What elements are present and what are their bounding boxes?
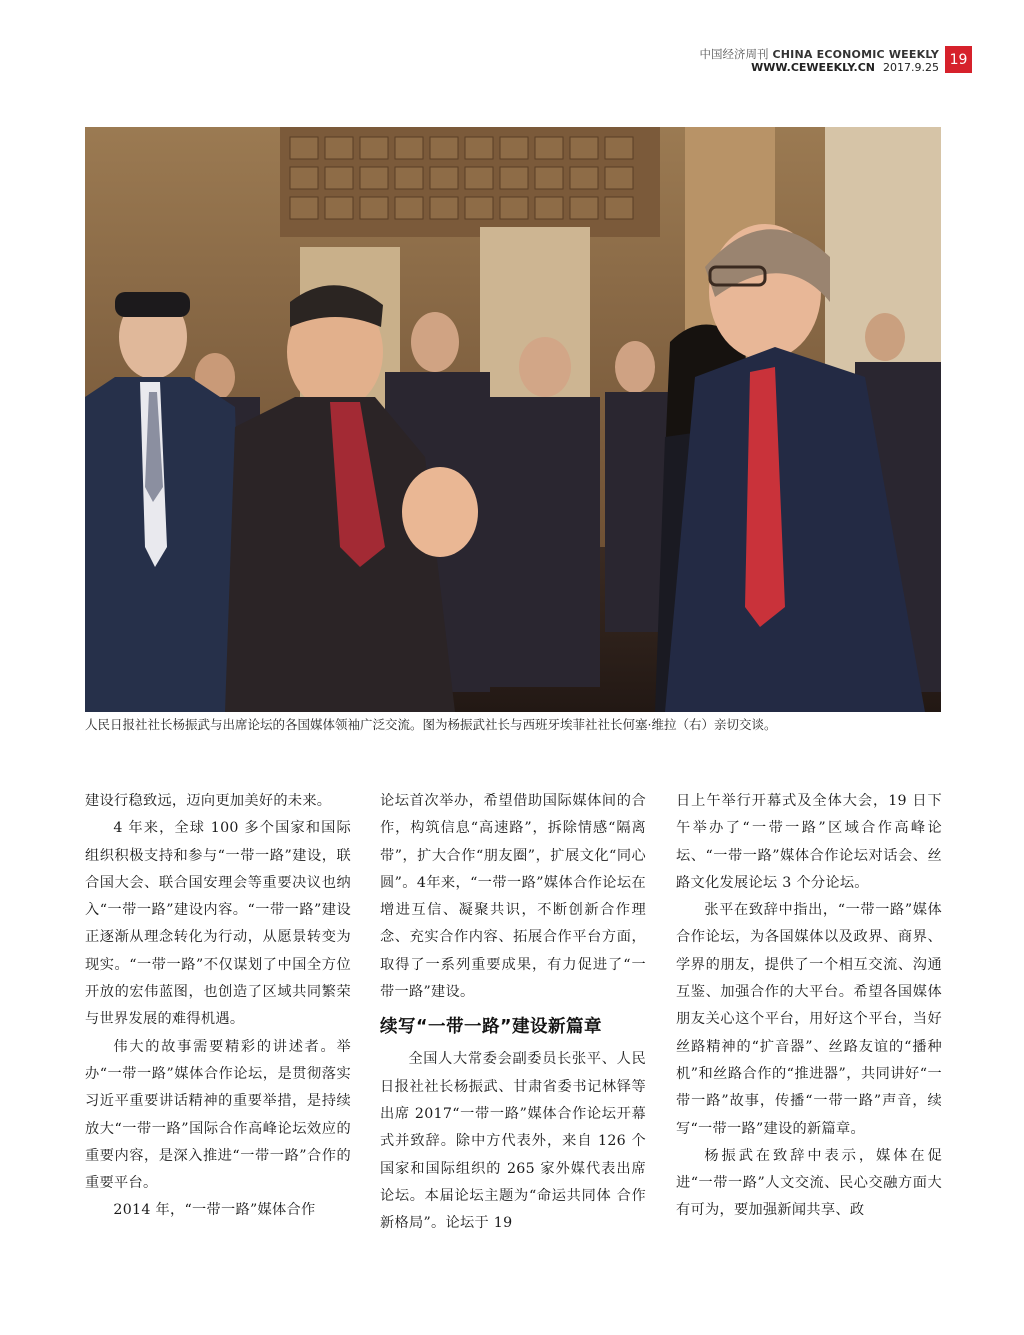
paragraph: 4 年来，全球 100 多个国家和国际组织积极支持和参与“一带一路”建设，联合国大会、联合国安理会等重要决议也纳入“一带一路”建设内容。“一带一路”建设正逐渐从理念转化为行动，从愿景转变为现实。“一带一路”不仅谋划了中国全方位开放的宏伟蓝图，也创造了区域共同繁荣与世界发展的难得机遇。 <box>85 820 351 1028</box>
section-heading: 续写“一带一路”建设新篇章 <box>380 1017 603 1038</box>
page-header <box>699 48 972 74</box>
paragraph: 建设行稳致远，迈向更加美好的未来。 <box>85 793 332 809</box>
paragraph: 论坛首次举办，希望借助国际媒体间的合作，构筑信息“高速路”，拆除情感“隔离带”，扩大合作“朋友圈”，扩展文化“同心圆”。4年来，“一带一路”媒体合作论坛在增进互信、凝聚共识，不断创新合作理念、充实合作内容、拓展合作平台方面，取得了一系列重要成果，有力促进了“一带一路”建设。 <box>380 793 646 1001</box>
magazine-name-en: CHINA ECONOMIC WEEKLY <box>772 48 939 61</box>
paragraph: 2014 年，“一带一路”媒体合作 <box>113 1202 316 1219</box>
text-column-1 <box>85 788 351 1225</box>
website: WWW.CEWEEKLY.CN <box>751 61 876 74</box>
photo-image <box>85 127 941 712</box>
photo-caption: 人民日报社社长杨振武与出席论坛的各国媒体领袖广泛交流。图为杨振武社长与西班牙埃菲社社长何塞·维拉（右）亲切交谈。 <box>85 717 777 732</box>
text-column-2 <box>380 788 646 1237</box>
issue-date: 2017.9.25 <box>883 61 939 74</box>
masthead <box>699 48 939 74</box>
page-number: 19 <box>945 46 972 73</box>
paragraph: 全国人大常委会副委员长张平、人民日报社社长杨振武、甘肃省委书记林铎等出席 2017“一带一路”媒体合作论坛开幕式并致辞。除中方代表外，来自 126 个国家和国际组织的 265 家外媒代表出席论坛。本届论坛主题为“命运共同体 合作新格局”。论坛于 19 <box>380 1051 646 1232</box>
magazine-name-cn: 中国经济周刊 <box>699 47 769 61</box>
paragraph: 伟大的故事需要精彩的讲述者。举办“一带一路”媒体合作论坛，是贯彻落实习近平重要讲话精神的重要举措，是持续放大“一带一路”国际合作高峰论坛效应的重要内容，是深入推进“一带一路”合作的重要平台。 <box>85 1038 351 1192</box>
paragraph: 日上午举行开幕式及全体大会，19 日下午举办了“一带一路”区域合作高峰论坛、“一带一路”媒体合作论坛对话会、丝路文化发展论坛 3 个分论坛。 <box>676 793 942 891</box>
paragraph: 张平在致辞中指出，“一带一路”媒体合作论坛，为各国媒体以及政界、商界、学界的朋友，提供了一个相互交流、沟通互鉴、加强合作的大平台。希望各国媒体朋友关心这个平台，用好这个平台，当好丝路精神的“扩音器”、丝路友谊的“播种机”和丝路合作的“推进器”，共同讲好“一带一路”故事，传播“一带一路”声音，续写“一带一路”建设的新篇章。 <box>676 902 942 1137</box>
news-photo <box>85 127 941 712</box>
text-column-3 <box>676 788 942 1225</box>
paragraph: 杨振武在致辞中表示，媒体在促进“一带一路”人文交流、民心交融方面大有可为，要加强新闻共享、政 <box>676 1147 942 1219</box>
